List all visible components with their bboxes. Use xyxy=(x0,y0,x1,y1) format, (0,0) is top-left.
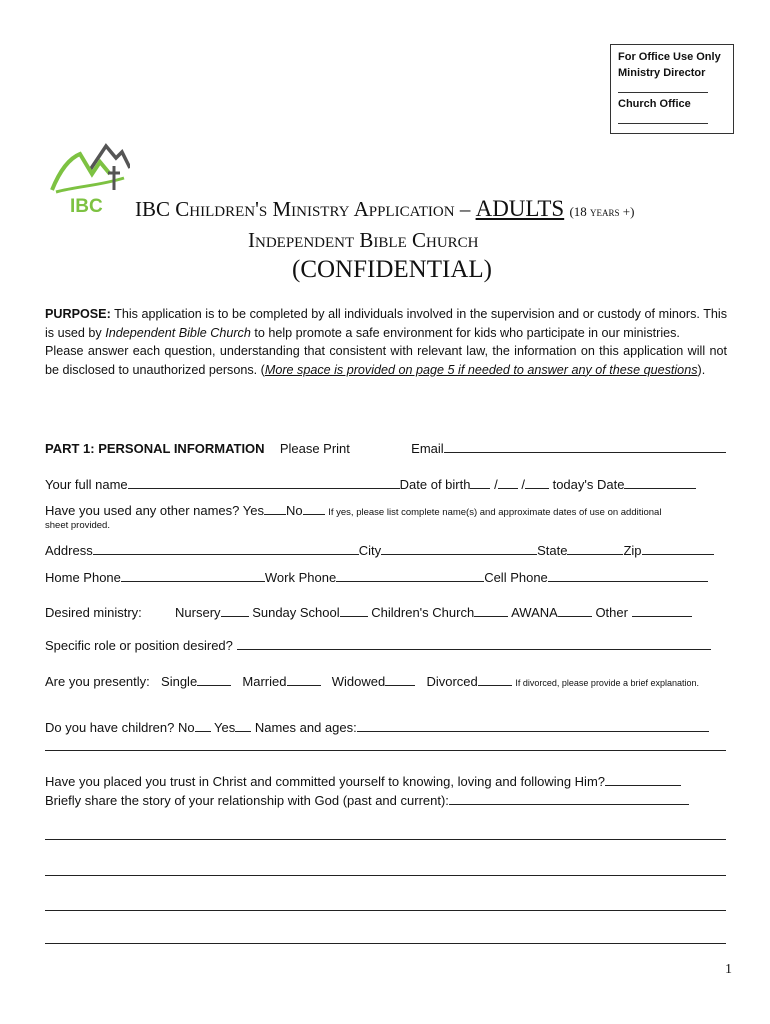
full-name-field[interactable] xyxy=(128,476,400,489)
state-label: State xyxy=(537,543,568,558)
part1-row xyxy=(45,440,727,456)
cell-phone-label: Cell Phone xyxy=(484,570,548,585)
address-label: Address xyxy=(45,543,93,558)
address-row xyxy=(45,542,727,558)
please-print: Please Print xyxy=(279,441,350,456)
name-row xyxy=(45,476,727,492)
children-yes-label: Yes xyxy=(214,720,236,735)
phone-row xyxy=(45,569,727,585)
children-row xyxy=(45,719,727,735)
specific-role-field[interactable] xyxy=(237,637,711,650)
other-names-row xyxy=(45,502,727,518)
dob-day-field[interactable] xyxy=(498,476,518,489)
application-title xyxy=(135,196,634,222)
title-main: IBC Children's Ministry Application – xyxy=(135,197,476,221)
office-use-box xyxy=(610,44,734,134)
childrens-church-field[interactable] xyxy=(474,604,508,617)
dob-label: Date of birth xyxy=(399,477,471,492)
dob-month-field[interactable] xyxy=(470,476,490,489)
work-phone-label: Work Phone xyxy=(264,570,337,585)
desired-ministry-label: Desired ministry: xyxy=(45,605,142,620)
email-label: Email xyxy=(411,441,444,456)
todays-date-label: today's Date xyxy=(552,477,625,492)
children-no-label: No xyxy=(177,720,195,735)
awana-field[interactable] xyxy=(558,604,592,617)
divorced-note: If divorced, please provide a brief explanation. xyxy=(515,678,700,688)
children-extra-line[interactable] xyxy=(45,750,726,751)
cross-icon xyxy=(108,166,120,190)
part1-heading: PART 1: PERSONAL INFORMATION xyxy=(45,441,265,456)
confidential-title: (CONFIDENTIAL) xyxy=(292,256,492,283)
story-line-4[interactable] xyxy=(45,943,726,944)
church-title: Independent Bible Church xyxy=(248,228,479,252)
names-ages-label: Names and ages: xyxy=(254,720,357,735)
presently-label: Are you presently: xyxy=(45,674,150,689)
purpose-text-3: Please answer each question, understanding that consistent with relevant law, the information on this application will not be disclosed to unauthorized persons. ( xyxy=(45,344,727,377)
children-yes-field[interactable] xyxy=(235,719,251,732)
ministry-director-line[interactable] xyxy=(618,81,708,93)
ministry-row xyxy=(45,604,727,620)
other-ministry-field[interactable] xyxy=(632,604,692,617)
church-office-line[interactable] xyxy=(618,112,708,124)
zip-label: Zip xyxy=(623,543,642,558)
work-phone-field[interactable] xyxy=(336,569,484,582)
dob-slash: / xyxy=(521,477,525,492)
purpose-text-2: to help promote a safe environment for kids who participate in our ministries. xyxy=(250,325,680,340)
other-names-no-label: No xyxy=(285,503,303,518)
dob-year-field[interactable] xyxy=(525,476,549,489)
marital-row xyxy=(45,673,727,689)
purpose-paragraph xyxy=(45,305,727,379)
nursery-label: Nursery xyxy=(175,605,221,620)
nursery-field[interactable] xyxy=(221,604,249,617)
widowed-label: Widowed xyxy=(331,674,386,689)
address-field[interactable] xyxy=(93,542,359,555)
logo-text: IBC xyxy=(70,196,103,216)
email-field[interactable] xyxy=(444,440,726,453)
city-field[interactable] xyxy=(381,542,537,555)
single-label: Single xyxy=(161,674,198,689)
role-row xyxy=(45,637,727,653)
ministry-director-label: Ministry Director xyxy=(618,67,706,79)
divorced-field[interactable] xyxy=(478,673,512,686)
church-office-label: Church Office xyxy=(618,98,691,110)
purpose-church: Independent Bible Church xyxy=(105,325,251,340)
widowed-field[interactable] xyxy=(385,673,415,686)
cell-phone-field[interactable] xyxy=(548,569,708,582)
dob-slash: / xyxy=(494,477,498,492)
other-names-no-field[interactable] xyxy=(303,502,325,515)
home-phone-label: Home Phone xyxy=(45,570,121,585)
page-number: 1 xyxy=(725,962,732,977)
trust-field[interactable] xyxy=(605,773,681,786)
todays-date-field[interactable] xyxy=(624,476,696,489)
state-field[interactable] xyxy=(567,542,623,555)
married-label: Married xyxy=(242,674,287,689)
story-row xyxy=(45,792,727,808)
other-names-note: If yes, please list complete name(s) and approximate dates of use on additional xyxy=(328,507,662,518)
story-line-3[interactable] xyxy=(45,910,726,911)
office-use-label: For Office Use Only xyxy=(618,51,721,63)
city-label: City xyxy=(358,543,382,558)
trust-label: Have you placed you trust in Christ and committed yourself to knowing, loving and following Him? xyxy=(45,774,605,789)
story-field[interactable] xyxy=(449,792,689,805)
ibc-logo xyxy=(48,140,130,216)
full-name-label: Your full name xyxy=(45,477,128,492)
story-line-2[interactable] xyxy=(45,875,726,876)
other-label: Other xyxy=(595,605,628,620)
trust-row xyxy=(45,773,727,789)
purpose-label: PURPOSE: xyxy=(45,307,111,321)
story-label: Briefly share the story of your relationship with God (past and current): xyxy=(45,793,449,808)
other-names-label: Have you used any other names? Yes xyxy=(45,503,264,518)
purpose-more-space: More space is provided on page 5 if needed to answer any of these questions xyxy=(264,362,698,377)
single-field[interactable] xyxy=(197,673,231,686)
purpose-text-4: ). xyxy=(697,362,706,377)
childrens-church-label: Children's Church xyxy=(371,605,475,620)
other-names-note-2: sheet provided. xyxy=(45,520,110,531)
title-age: (18 years +) xyxy=(569,204,635,219)
specific-role-label: Specific role or position desired? xyxy=(45,638,233,653)
sunday-school-label: Sunday School xyxy=(252,605,340,620)
zip-field[interactable] xyxy=(642,542,714,555)
children-label: Do you have children? xyxy=(45,720,175,735)
home-phone-field[interactable] xyxy=(121,569,265,582)
sunday-school-field[interactable] xyxy=(340,604,368,617)
married-field[interactable] xyxy=(287,673,321,686)
divorced-label: Divorced xyxy=(426,674,478,689)
children-no-field[interactable] xyxy=(195,719,211,732)
other-names-yes-field[interactable] xyxy=(264,502,286,515)
names-ages-field[interactable] xyxy=(357,719,709,732)
story-line-1[interactable] xyxy=(45,839,726,840)
purpose-text-1: This application is to be completed by all individuals involved in the supervision and or custody of minors. This is used by xyxy=(45,307,727,340)
title-adults: ADULTS xyxy=(475,196,565,221)
awana-label: AWANA xyxy=(511,605,558,620)
